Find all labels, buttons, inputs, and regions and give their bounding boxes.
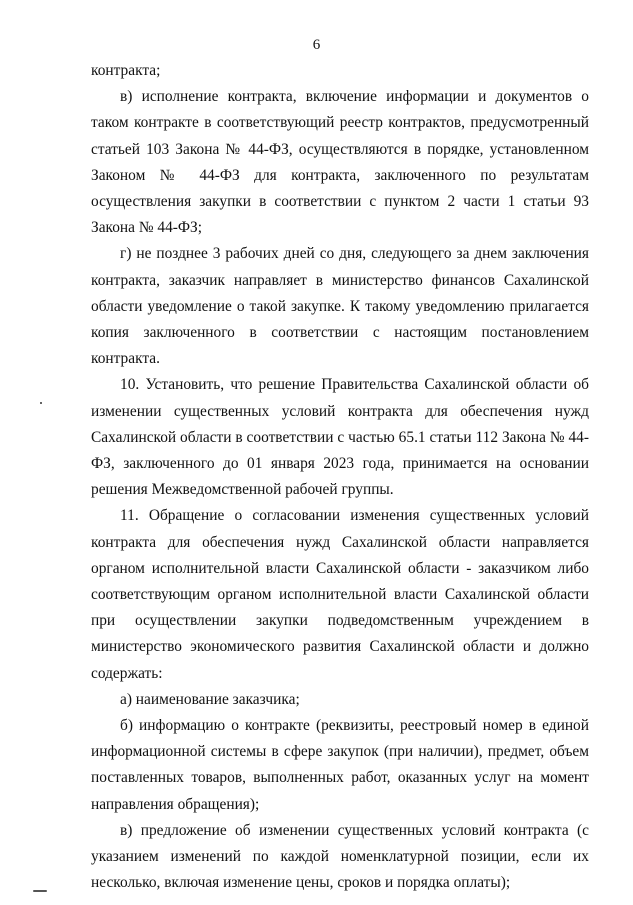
scan-speck: [40, 402, 42, 404]
paragraph-item-g-notification: г) не позднее 3 рабочих дней со дня, следующего за днем заключения контракта, заказчик направляет в министерство финансов Сахалинской области уведомление о такой закупке. К такому уведомлению прилагается копия заключенного в соответствии с настоящим постановлением контракта.: [91, 245, 589, 368]
paragraph-11-appeal: 11. Обращение о согласовании изменения существенных условий контракта для обеспечения нужд Сахалинской области направляется органом исполнительной власти Сахалинской области - заказчиком либо соответствующим органом исполнительной власти Сахалинской области при осуществлении закупки подведомственным учреждением в министерство экономического развития Сахалинской области и должно содержать:: [91, 507, 589, 682]
document-body: [91, 58, 589, 897]
paragraph-10-decision: 10. Установить, что решение Правительства Сахалинской области об изменении существенных условий контракта для обеспечения нужд Сахалинской области в соответствии с частью 65.1 статьи 112 Закона № 44-ФЗ, заключенного до 01 января 2023 года, принимается на основании решения Межведомственной рабочей группы.: [91, 376, 589, 499]
page-number: 6: [312, 37, 321, 53]
paragraph-item-v-execution: в) исполнение контракта, включение информации и документов о таком контракте в соответствующий реестр контрактов, предусмотренный статьей 103 Закона № 44-ФЗ, осуществляются в порядке, установленном Законом № 44-ФЗ для контракта, заключенного по результатам осуществления закупки в соответствии с пунктом 2 части 1 статьи 93 Закона № 44-ФЗ;: [91, 88, 589, 237]
paragraph-item-b-contract-info: б) информацию о контракте (реквизиты, реестровый номер в единой информационной системы в сфере закупок (при наличии), предмет, объем поставленных товаров, выполненных работ, оказанных услуг на момент направления обращения);: [91, 717, 589, 813]
paragraph-item-v-proposal: в) предложение об изменении существенных условий контракта (с указанием изменений по каждой номенклатурной позиции, если их несколько, включая изменение цены, сроков и порядка оплаты);: [91, 821, 589, 892]
scan-speck: [33, 890, 47, 892]
paragraph-item-a-customer: а) наименование заказчика;: [120, 690, 300, 708]
paragraph-contract-end: контракта;: [91, 62, 161, 79]
